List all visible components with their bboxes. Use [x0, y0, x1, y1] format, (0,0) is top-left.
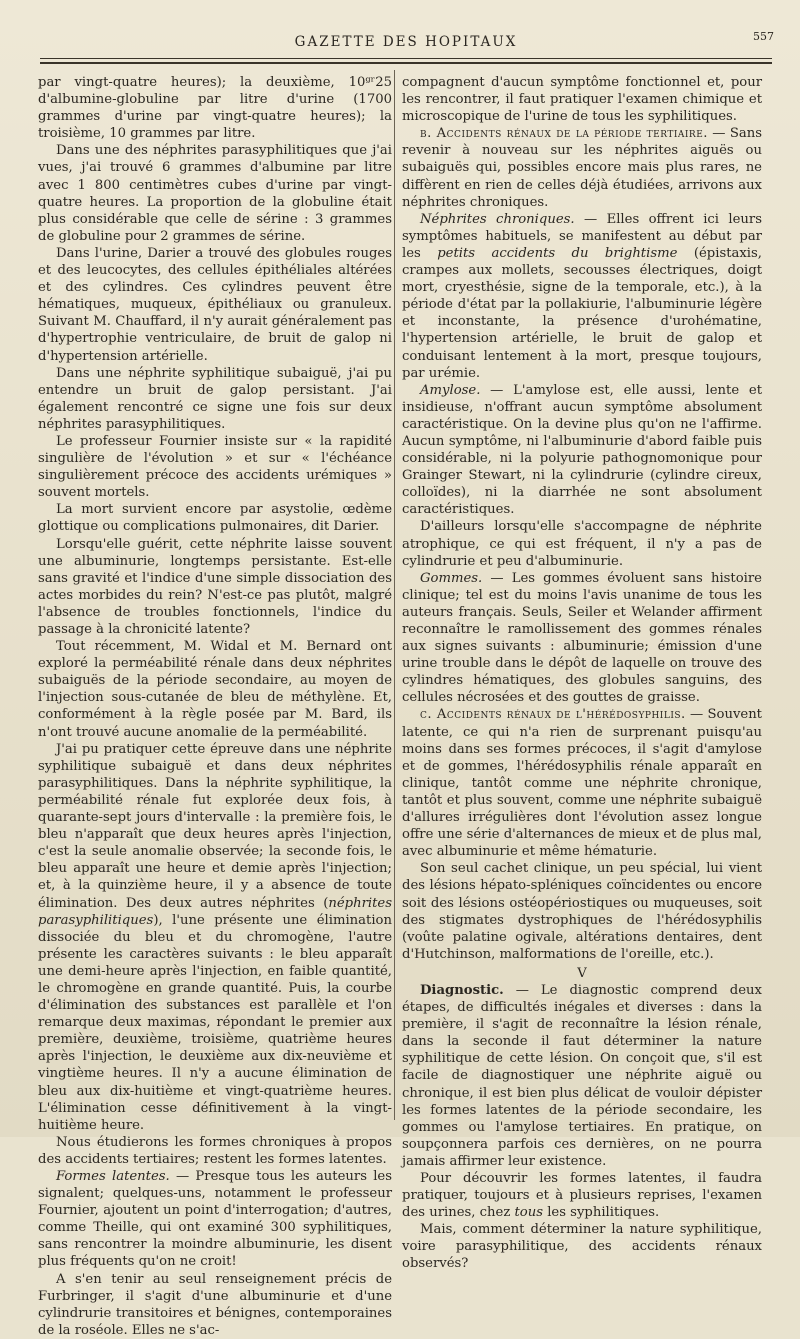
text-run: Pour découvrir les formes latentes, il faudra pratiquer, toujours et à plusieurs reprises, l'examen des urines, chez	[402, 1171, 762, 1221]
text-run: — Le diagnostic comprend deux étapes, de difficultés inégales et diverses : dans la première, il s'agit de reconnaître la lésion rénale, dans la seconde il faut déterminer la nature syphilitique de cette lésion. On conçoit que, s'il est facile de diagnostiquer une néphrite aiguë ou chronique, il est bien plus délicat de vouloir dépister les formes latentes de la période secondaire, les gommes ou l'amylose tertiaires. En pratique, on soupçonnera parfois ces dernières, on ne pourra jamais affirmer leur existence.	[402, 982, 762, 1169]
subheading: Gommes.	[420, 570, 483, 586]
italic-text: néphrites parasyphilitiques	[38, 895, 392, 928]
paragraph	[402, 570, 762, 707]
paragraph: La mort survient encore par asystolie, œdème glottique ou complications pulmonaires, dit Darier.	[38, 502, 392, 535]
paragraph	[38, 1168, 392, 1271]
text-run: — L'amylose est, elle aussi, lente et insidieuse, n'offrant aucun symptôme absolument caractéristique. On la devine plus qu'on ne l'affirme. Aucun symptôme, ni l'albuminurie d'abord faible puis considérable, ni la polyurie pathognomonique pour Grainger Stewart, ni la cylindrurie (cylindre cireux, colloïdes), ni la diarrhée ne sont absolument caractéristiques.	[402, 382, 762, 518]
italic-text: tous	[514, 1205, 543, 1221]
paragraph: par vingt-quatre heures); la deuxième, 10ᵍʳ25 d'albumine-globuline par litre d'urine (1700 grammes d'urine par vingt-quatre heures); la troisième, 10 grammes par litre.	[38, 75, 392, 142]
header-rule-thick	[40, 62, 772, 64]
paragraph	[402, 211, 762, 382]
left-column	[38, 74, 392, 1339]
paragraph: Nous étudierons les formes chroniques à propos des accidents tertiaires; restent les formes latentes.	[38, 1134, 392, 1167]
text-run: — Les gommes évoluent sans histoire clinique; tel est du moins l'avis unanime de tous les auteurs français. Seuls, Seiler et Welander affirment reconnaître le ramollissement des gommes rénales aux signes suivants : albuminurie; émission d'une urine trouble dans le dépôt de laquelle on trouve des cylindres hématiques, des globules sanguins, des cellules nécrosées et des gouttes de graisse.	[402, 570, 762, 706]
italic-text: petits accidents du brightisme	[437, 245, 678, 261]
text-run: ), l'une présente une élimination dissociée du bleu et du chromogène, l'autre présente les caractères suivants : le bleu apparaît une demi-heure après l'injection, en faible quantité, le chromogène en grande quantité. Puis, la courbe d'élimination des substances est parallèle et l'on remarque deux maximas, répondant le premier aux première, deuxième, troisième, quatrième heures après l'injection, le deuxième aux dix-neuvième et vingtième heures. Il n'y a aucune élimination de bleu aux dix-huitième et vingt-quatrième heures. L'élimination cesse définitivement à la vingt-huitième heure.	[38, 912, 392, 1133]
subheading: Formes latentes.	[56, 1169, 170, 1184]
paragraph: A s'en tenir au seul renseignement précis de Furbringer, il s'agit d'une albuminurie et d'une cylindrurie transitoires et bénignes, contemporaines de la roséole. Elles ne s'ac-	[38, 1271, 392, 1338]
paragraph	[402, 1170, 762, 1221]
paragraph: Tout récemment, M. Widal et M. Bernard ont exploré la perméabilité rénale dans deux néphrites subaiguës de la période secondaire, au moyen de l'injection sous-cutanée de bleu de méthylène. Et, conformément à la règle posée par M. Bard, ils n'ont trouvé aucune anomalie de la perméabilité.	[38, 639, 392, 740]
subheading: b. Accidents rénaux de la période tertiaire.	[420, 126, 708, 142]
subheading: Néphrites chroniques.	[420, 211, 575, 227]
text-run: (épistaxis, crampes aux mollets, secousses électriques, doigt mort, cryesthésie, signe de la temporale, etc.), à la période d'état par la pollakiurie, l'albuminurie légère et inconstante, la présence d'urohématine, l'hypertension artérielle, le bruit de galop et conduisant lentement à la mort, presque toujours, par urémie.	[402, 245, 762, 381]
paragraph: Mais, comment déterminer la nature syphilitique, voire parasyphilitique, des accidents rénaux observés?	[402, 1222, 762, 1272]
paragraph: Dans une néphrite syphilitique subaiguë, j'ai pu entendre un bruit de galop persistant. J'ai également rencontré ce signe une fois sur deux néphrites parasyphilitiques.	[38, 365, 392, 432]
text-run: — Elles offrent ici leurs symptômes habituels, se manifestent au début par les	[402, 211, 762, 261]
subheading: Diagnostic.	[420, 982, 504, 998]
header-rule	[40, 58, 772, 59]
text-run: — Presque tous les auteurs les signalent; quelques-uns, notamment le professeur Fournier, ajoutent un point d'interrogation; d'autres, comme Theille, qui ont examiné 300 syphilitiques, sans rencontrer la moindre albuminurie, les disent plus fréquents qu'on ne croit!	[38, 1169, 393, 1270]
text-run: — Sans revenir à nouveau sur les néphrites aiguës ou subaiguës qui, possibles encore mais plus rares, ne diffèrent en rien de celles déjà étudiées, arrivons aux néphrites chroniques.	[402, 126, 762, 210]
paragraph: Lorsqu'elle guérit, cette néphrite laisse souvent une albuminurie, longtemps persistante. Est-elle sans gravité et l'indice d'une simple dissociation des actes morbides du rein? N'est-ce pas plutôt, malgré l'absence de troubles fonctionnels, l'indice du passage à la chronicité latente?	[38, 536, 392, 637]
journal-title: GAZETTE DES HOPITAUX	[294, 34, 518, 50]
page-number: 557	[753, 30, 774, 43]
right-column	[402, 74, 762, 1273]
paragraph	[402, 125, 762, 210]
paragraph	[38, 741, 392, 1134]
page-header	[40, 26, 772, 66]
paragraph: Le professeur Fournier insiste sur « la rapidité singulière de l'évolution » et sur « l'échéance singulièrement précoce des accidents urémiques » souvent mortels.	[38, 433, 392, 501]
paragraph: D'ailleurs lorsqu'elle s'accompagne de néphrite atrophique, ce qui est fréquent, il n'y a pas de cylindrurie et peu d'albuminurie.	[402, 519, 762, 569]
paragraph: Dans une des néphrites parasyphilitiques que j'ai vues, j'ai trouvé 6 grammes d'albumine par litre avec 1 800 centimètres cubes d'urine par vingt-quatre heures. La proportion de la globuline était plus considérable que celle de sérine : 3 grammes de globuline pour 2 grammes de sérine.	[38, 143, 392, 244]
section-number: V	[577, 965, 587, 981]
paragraph: Son seul cachet clinique, un peu spécial, lui vient des lésions hépato-spléniques coïncidentes ou encore soit des lésions ostéopériostiques ou muqueuses, soit des stigmates dystrophiques de l'hérédosyphilis (voûte palatine ogivale, altérations dentaires, dent d'Hutchinson, malformations de l'oreille, etc.).	[402, 861, 762, 962]
subheading: c. Accidents rénaux de l'hérédosyphilis.	[420, 707, 686, 723]
paragraph: Dans l'urine, Darier a trouvé des globules rouges et des leucocytes, des cellules épithéliales altérées et des cylindres. Ces cylindres peuvent être hématiques, muqueux, épithéliaux ou granuleux. Suivant M. Chauffard, il n'y aurait généralement pas d'hypertrophie ventriculaire, de bruit de galop ni d'hypertension artérielle.	[38, 245, 392, 364]
text-run: J'ai pu pratiquer cette épreuve dans une néphrite syphilitique subaiguë et dans deux néphrites parasyphilitiques. Dans la néphrite syphilitique, la perméabilité rénale fut explorée deux fois, à quarante-sept jours d'intervalle : la première fois, le bleu n'apparaît que deux heures après l'injection, c'est la seule anomalie observée; la seconde fois, le bleu apparaît une heure et demie après l'injection; et, à la quinzième heure, il y a absence de toute élimination. Des deux autres néphrites (	[38, 741, 392, 911]
paragraph	[402, 706, 762, 860]
paragraph: compagnent d'aucun symptôme fonctionnel et, pour les rencontrer, il faut pratiquer l'examen chimique et microscopique de l'urine de tous les syphilitiques.	[402, 75, 762, 125]
text-run: — Souvent latente, ce qui n'a rien de surprenant puisqu'au moins dans ses formes précoces, il s'agit d'amylose et de gommes, l'hérédosyphilis rénale apparaît en clinique, tantôt comme une néphrite chronique, tantôt et plus souvent, comme une néphrite subaiguë d'allures irrégulières dont l'évolution assez longue offre une série d'alternances de mieux et de plus mal, avec albuminurie et même hématurie.	[402, 707, 762, 860]
paragraph	[402, 382, 762, 519]
text-run: les syphilitiques.	[543, 1205, 660, 1221]
paragraph	[402, 982, 762, 1170]
column-divider	[394, 70, 395, 1120]
subheading: Amylose.	[420, 382, 481, 398]
